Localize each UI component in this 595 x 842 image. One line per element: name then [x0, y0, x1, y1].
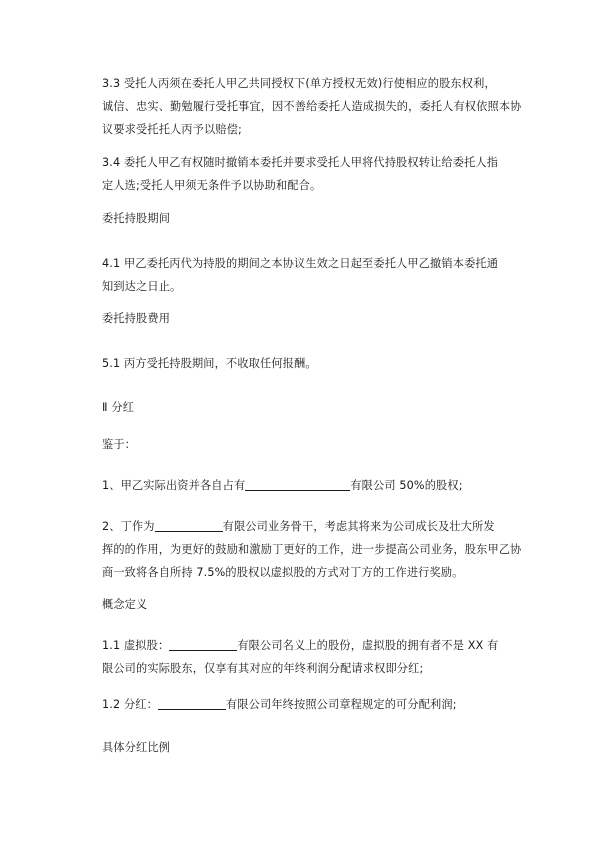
heading-text: Ⅱ 分红 [102, 401, 135, 414]
clause-line: 3.4 委托人甲乙有权随时撤销本委托并要求受托人甲将代持股权转让给委托人指 [102, 156, 499, 169]
clause-line: 5.1 丙方受托持股期间，不收取任何报酬。 [102, 357, 317, 370]
fill-in-blank[interactable] [169, 638, 237, 651]
clause-text: 1.1 虚拟股： [102, 639, 170, 652]
clause-3-4 [102, 151, 532, 197]
section-heading-dividend [102, 396, 532, 419]
section-heading-ratio [102, 736, 532, 759]
clause-text: 2、丁作为 [102, 520, 155, 533]
fill-in-blank[interactable] [245, 478, 350, 491]
clause-4-1 [102, 252, 532, 298]
heading-text: 委托持股费用 [102, 312, 171, 325]
heading-text: 具体分红比例 [102, 741, 171, 754]
clause-text: 有限公司业务骨干，考虑其将来为公司成长及壮大所发 [222, 520, 495, 533]
clause-5-1 [102, 352, 532, 375]
recital-1 [102, 474, 532, 497]
section-heading-period [102, 207, 532, 230]
fill-in-blank[interactable] [155, 519, 223, 532]
clause-line: 鉴于： [102, 438, 137, 451]
clause-line: 挥的的作用，为更好的鼓励和激励丁更好的工作，进一步提高公司业务，股东甲乙协 [102, 543, 522, 556]
clause-text: 1、甲乙实际出资并各自占有 [102, 479, 246, 492]
clause-line: 商一致将各自所持 7.5%的股权以虚拟股的方式对丁方的工作进行奖励。 [102, 566, 464, 579]
clause-line: 定人选;受托人甲须无条件予以协助和配合。 [102, 179, 322, 192]
section-heading-concept [102, 593, 532, 616]
clause-text: 有限公司名义上的股份，虚拟股的拥有者不是 XX 有 [237, 639, 499, 652]
clause-text: 有限公司年终按照公司章程规定的可分配利润; [225, 698, 457, 711]
clause-line: 议要求受托托人丙予以赔偿; [102, 123, 242, 136]
recital-2 [102, 515, 532, 584]
clause-line: 4.1 甲乙委托丙代为持股的期间之本协议生效之日起至委托人甲乙撤销本委托通 [102, 257, 499, 270]
section-heading-fee [102, 307, 532, 330]
clause-line: 3.3 受托人丙须在委托人甲乙共同授权下(单方授权无效)行使相应的股东权利， [102, 77, 496, 90]
clause-line: 诚信、忠实、勤勉履行受托事宜，因不善给委托人造成损失的，委托人有权依照本协 [102, 100, 522, 113]
definition-1-1 [102, 634, 532, 680]
clause-line: 知到达之日止。 [102, 280, 182, 293]
heading-text: 委托持股期间 [102, 212, 171, 225]
definition-1-2 [102, 693, 532, 716]
clause-3-3 [102, 72, 532, 141]
clause-line: 限公司的实际股东，仅享有其对应的年终利润分配请求权即分红; [102, 662, 424, 675]
fill-in-blank[interactable] [158, 697, 226, 710]
heading-text: 概念定义 [102, 598, 148, 611]
whereas-text [102, 433, 532, 456]
clause-text: 1.2 分红： [102, 698, 158, 711]
clause-text: 有限公司 50%的股权; [350, 479, 463, 492]
